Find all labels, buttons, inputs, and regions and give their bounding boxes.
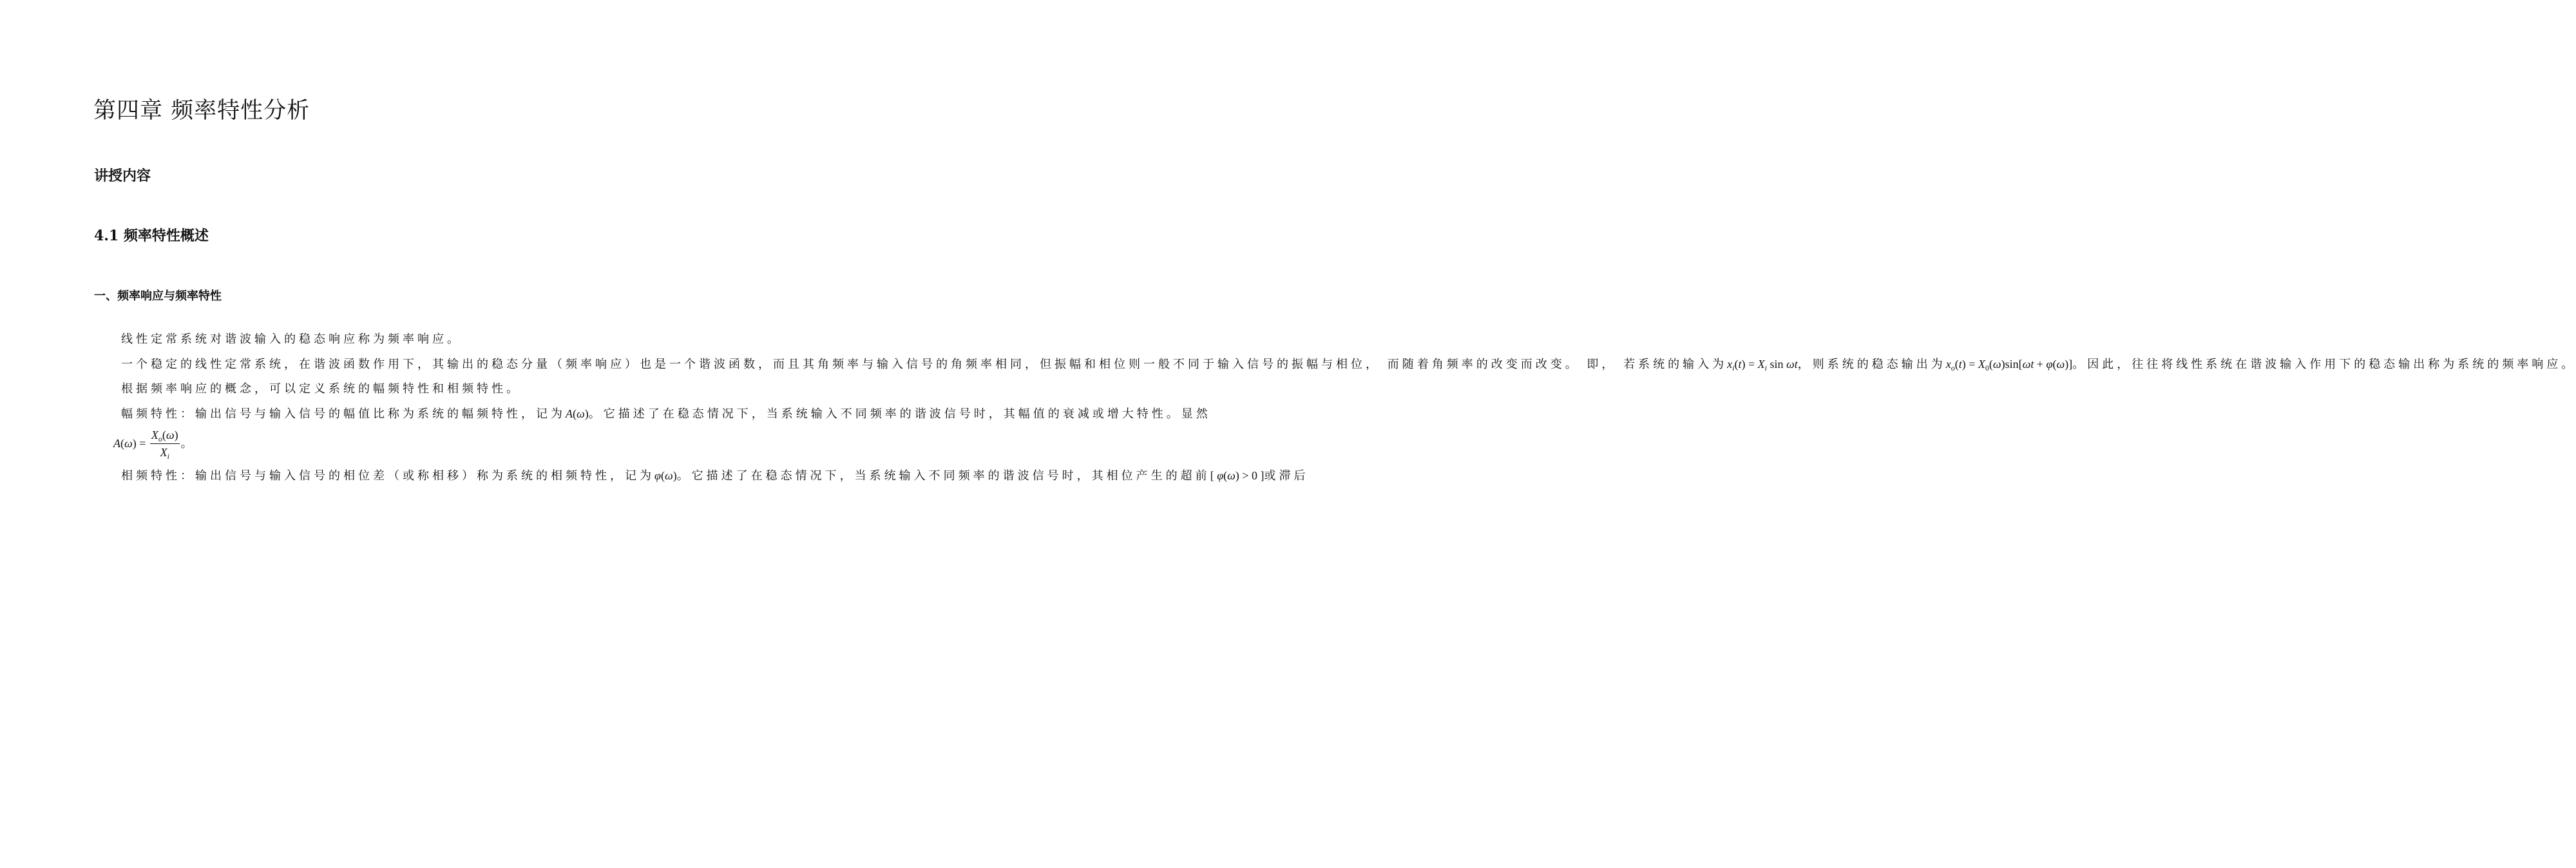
body-text-1 <box>94 327 2576 490</box>
phase-symbol: φ <box>654 468 661 482</box>
paragraph-text: ，则系统的稳态输出为 <box>1797 358 1946 371</box>
paragraph-text: 一个稳定的线性定常系统，在谐波函数作用下，其输出的稳态分量（频率响应）也是一个谐波函数，而且其角频率与输入信号的角频率相同，但振幅和相位则一般不同于输入信号的振幅与相位， 而随着角频率的改变而改变。 即， 若系统的输入为 <box>121 358 1728 371</box>
input-signal-formula: $x_i$ <box>1727 358 1735 372</box>
amplitude-equation: A(ω) = $\frac{X_o(\omega)}{X_i}$ 。 <box>113 428 196 461</box>
paragraph-amplitude: 幅频特性：输出信号与输入信号的幅值比称为系统的幅频特性，记为A(ω)。它描述了在稳态情况下，当系统输入不同频率的谐波信号时，其幅值的衰减或增大特性。显然 <box>121 407 1211 421</box>
output-signal-formula: $x_o$ <box>1945 358 1955 372</box>
chapter-title: 第四章 频率特性分析 <box>93 98 310 124</box>
paragraph-text: 幅频特性：输出信号与输入信号的幅值比称为系统的幅频特性，记为 <box>121 407 566 421</box>
amplitude-fraction: $\frac{X_o(\omega)}{X_i}$ <box>151 428 178 461</box>
paragraph-text: 。因此，往往将线性系统在谐波输入作用下的稳态输出称为系统的频率响应。 <box>2072 358 2576 371</box>
subsection-heading: 一、频率响应与频率特性 <box>94 289 222 303</box>
amplitude-symbol: A <box>566 407 573 420</box>
lecture-heading: 讲授内容 <box>94 168 151 184</box>
paragraph-phase: 相频特性：输出信号与输入信号的相位差（或称相移）称为系统的相频特性，记为φ(ω)。它描述了在稳态情况下，当系统输入不同频率的谐波信号时，其相位产生的超前[ φ(ω) > 0 ]或滞后 <box>121 468 1309 483</box>
paragraph-frequency-response: 线性定常系统对谐波输入的稳态响应称为频率响应。 <box>121 333 462 346</box>
section-heading: 4.1 频率特性概述 <box>94 227 209 244</box>
paragraph-text: 相频特性：输出信号与输入信号的相位差（或称相移）称为系统的相频特性，记为 <box>121 468 654 483</box>
paragraph-text: 。它描述了在稳态情况下，当系统输入不同频率的谐波信号时，其幅值的衰减或增大特性。显然 <box>588 407 1211 421</box>
paragraph-steady-state: 一个稳定的线性定常系统，在谐波函数作用下，其输出的稳态分量（频率响应）也是一个谐波函数，而且其角频率与输入信号的角频率相同，但振幅和相位则一般不同于输入信号的振幅与相位， 而随着角频率的改变而改变。 即， 若系统的输入为$x_i(t) = X_i$ sin ωt，则系统的稳态输出为$x_o(t) = X_0(\omega)\sin[\omega t + \varphi(\omega)]$。因此，往往将线性系统在谐波输入作用下的稳态输出称为系统的频率响应。 <box>121 358 2576 372</box>
equation-period: 。 <box>180 437 196 450</box>
paragraph-text: 。它描述了在稳态情况下，当系统输入不同频率的谐波信号时，其相位产生的超前 <box>676 468 1210 483</box>
paragraph-definitions: 根据频率响应的概念，可以定义系统的幅频特性和相频特性。 <box>121 382 521 396</box>
paragraph-text: 或滞后 <box>1264 468 1309 483</box>
